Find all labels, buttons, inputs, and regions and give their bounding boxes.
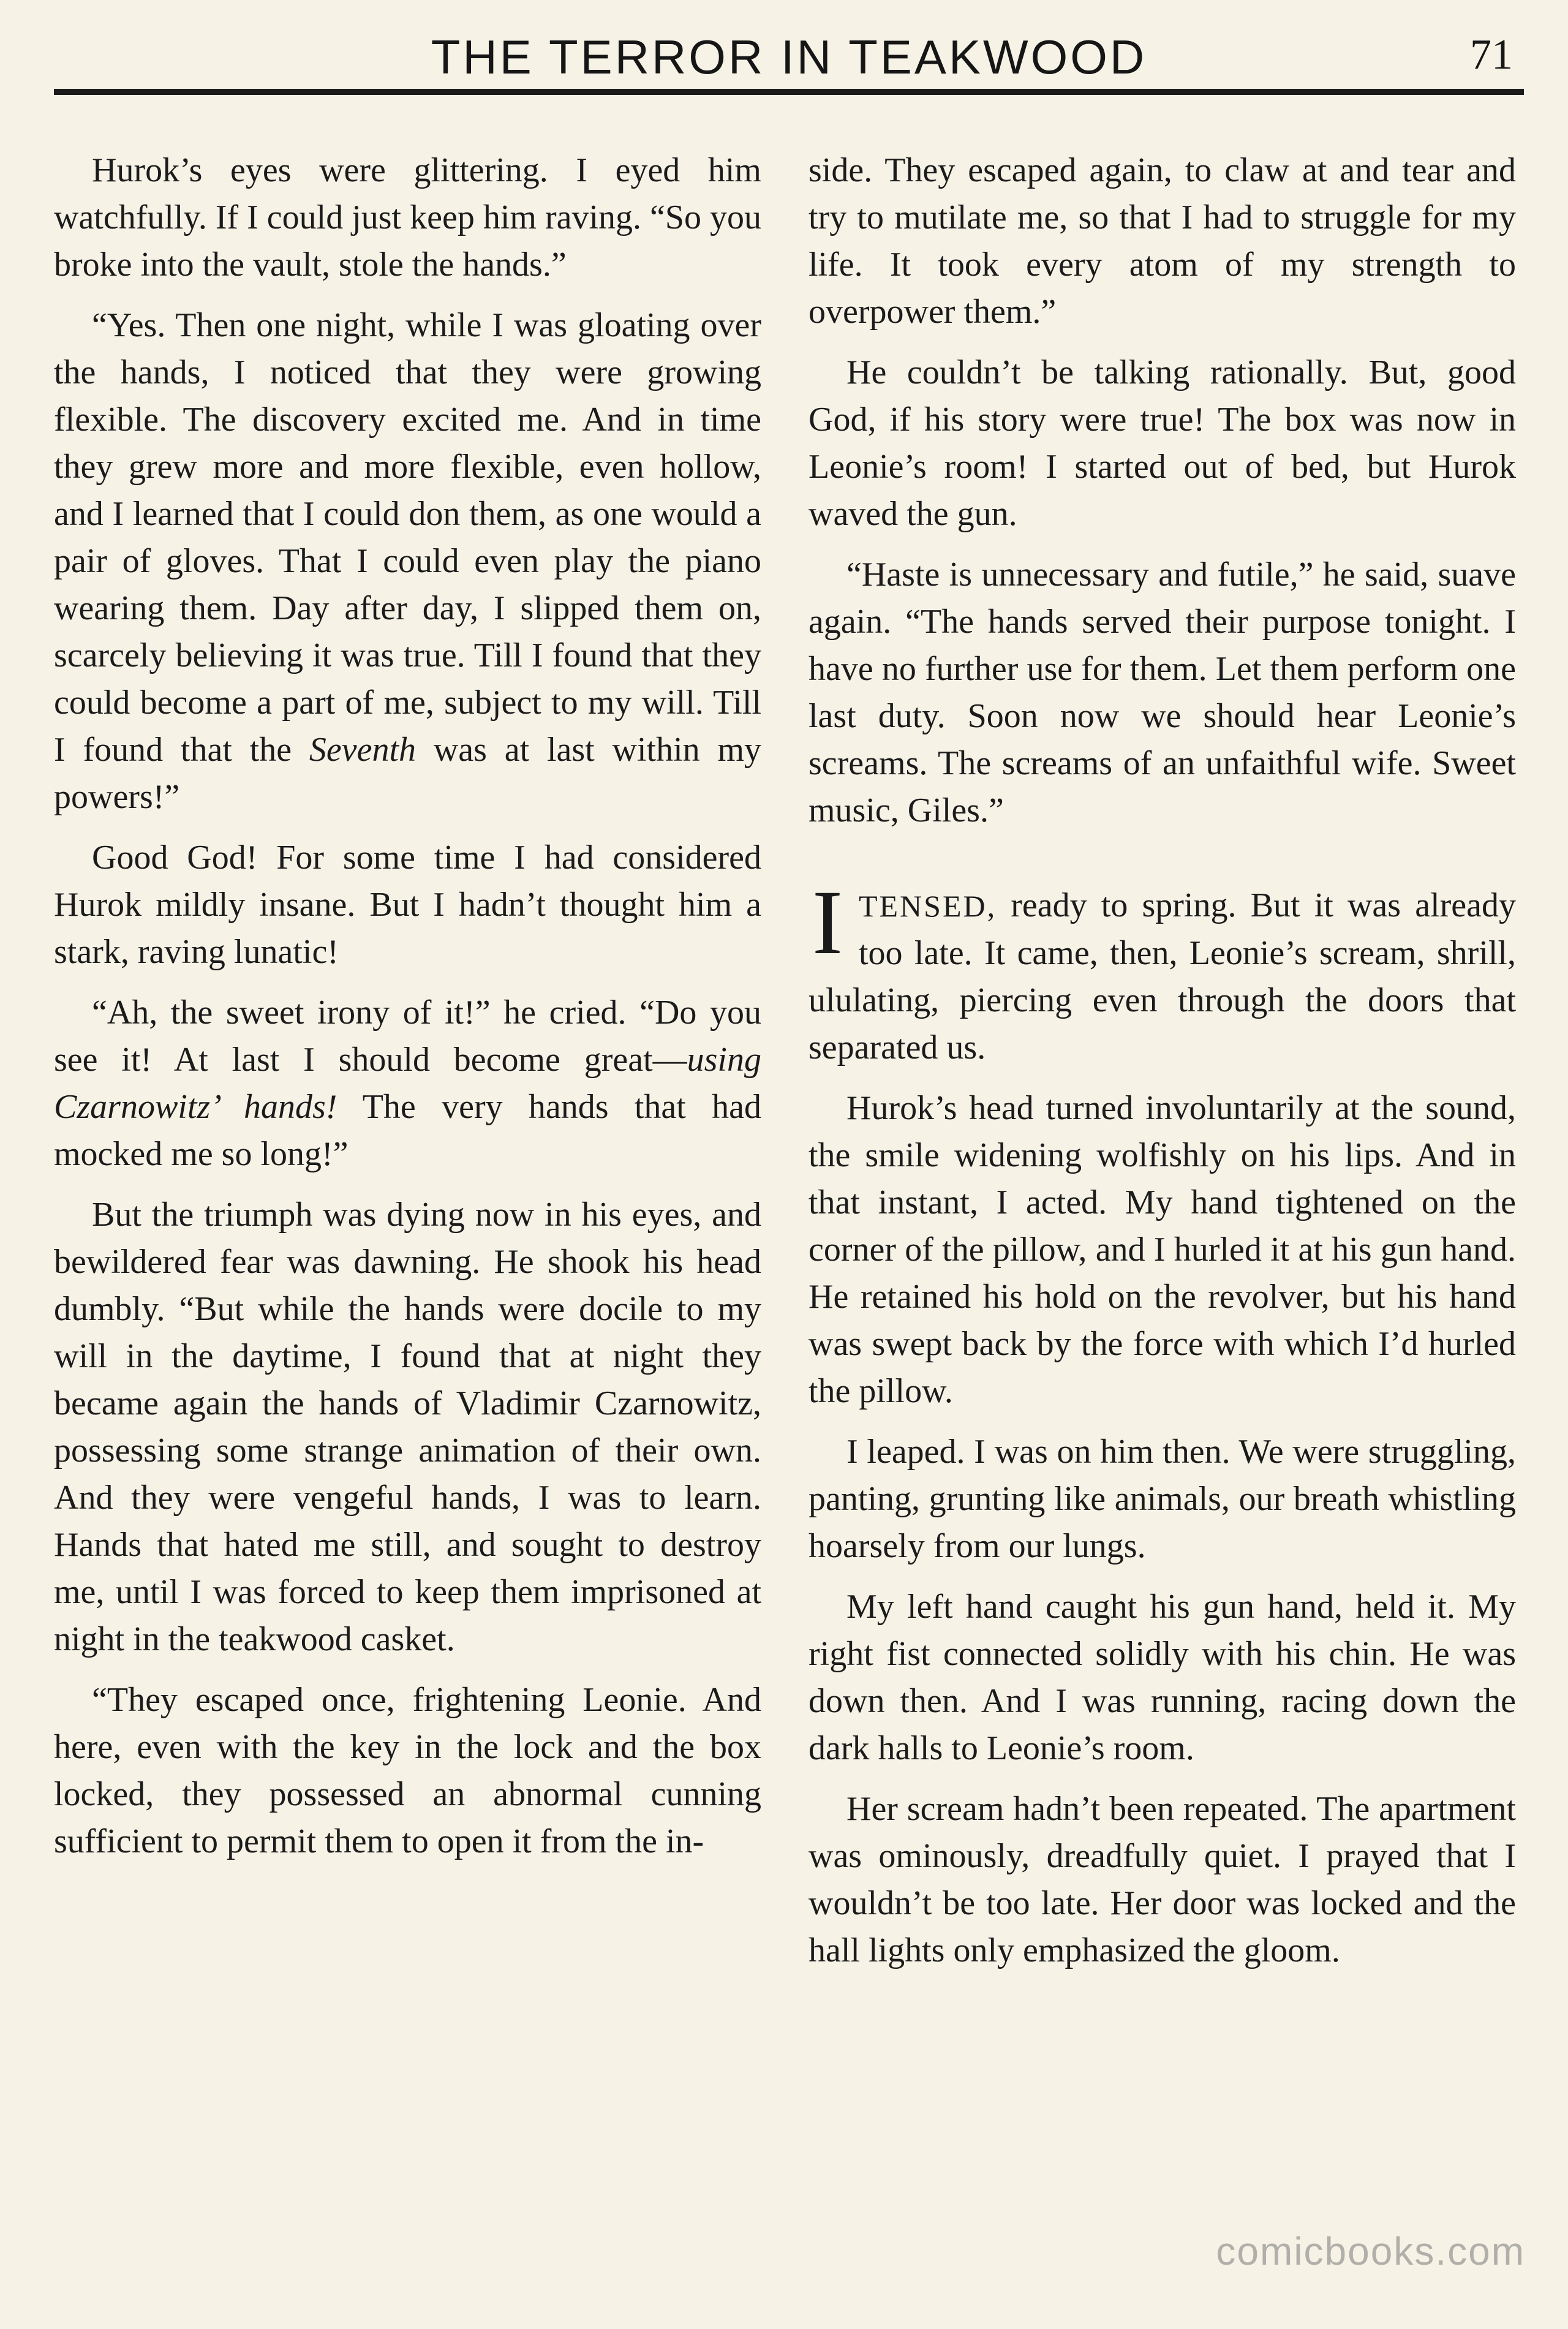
site-watermark: comicbooks.com: [1216, 2229, 1525, 2273]
paragraph: I leaped. I was on him then. We were struggling, panting, grunting like animals, our breath whistling hoarsely from our lungs.: [809, 1433, 1516, 1565]
paragraph: [54, 989, 761, 1178]
small-caps-lead: TENSED,: [858, 889, 997, 923]
paragraph-text: ready to spring. But it was already too late. It came, then, Leonie’s scream, shrill, ululating, piercing even through the doors that separated us.: [809, 886, 1516, 1066]
section-opening-paragraph: [809, 872, 1516, 1071]
paragraph: “Haste is unnecessary and futile,” he said, suave again. “The hands served their purpose tonight. I have no further use for them. Let them perform one last duty. Soon now we should hear Leonie’s screams. The screams of an unfaithful wife. Sweet music, Giles.”: [809, 556, 1516, 829]
italic-text: using Czarnowitz’ hands!: [54, 1041, 761, 1126]
paragraph: Her scream hadn’t been repeated. The apartment was ominously, dreadfully quiet. I prayed that I wouldn’t be too late. Her door was locked and the hall lights only emphasized the gloom.: [809, 1790, 1516, 1969]
paragraph-text: The very hands that had mocked me so long!”: [54, 1088, 762, 1173]
italic-text: Seventh: [309, 731, 417, 769]
paragraph: Good God! For some time I had considered Hurok mildly insane. But I hadn’t thought him a stark, raving lunatic!: [54, 839, 761, 971]
paragraph: “They escaped once, frightening Leonie. And here, even with the key in the lock and the box locked, they possessed an abnormal cunning sufficient to permit them to open it from the in-: [54, 1681, 761, 1860]
paragraph-text: “Yes. Then one night, while I was gloating over the hands, I noticed that they were growing flexible. The discovery excited me. And in time they grew more and more flexible, even hollow, and I learned that I could don them, as one would a pair of gloves. That I could even play the piano wearing them. Day after day, I slipped them on, scarcely believing it was true. Till I found that they could become a part of me, subject to my will. Till I found that the: [54, 306, 761, 769]
paragraph-text: “Ah, the sweet irony of it!” he cried. “Do you see it! At last I should become great—: [54, 994, 761, 1079]
drop-cap: I: [812, 872, 843, 973]
paragraph: But the triumph was dying now in his eyes, and bewildered fear was dawning. He shook his head dumbly. “But while the hands were docile to my will in the daytime, I found that at night they became again the hands of Vladimir Czarnowitz, possessing some strange animation of their own. And they were vengeful hands, I was to learn. Hands that hated me still, and sought to destroy me, until I was forced to keep them imprisoned at night in the teakwood casket.: [54, 1196, 761, 1658]
right-column: [809, 147, 1516, 1988]
paragraph: He couldn’t be talking rationally. But, good God, if his story were true! The box was now in Leonie’s room! I started out of bed, but Hurok waved the gun.: [809, 353, 1516, 533]
paragraph: side. They escaped again, to claw at and tear and try to mutilate me, so that I had to struggle for my life. It took every atom of my strength to overpower them.”: [809, 151, 1516, 331]
page-number: 71: [1470, 31, 1513, 78]
paragraph-text: was at last within my powers!”: [54, 731, 762, 816]
paragraph: My left hand caught his gun hand, held it. My right fist connected solidly with his chin. He was down then. And I was running, racing down the dark halls to Leonie’s room.: [809, 1588, 1516, 1767]
paragraph: [54, 302, 761, 821]
running-title: THE TERROR IN TEAKWOOD: [431, 30, 1147, 84]
running-header: [54, 25, 1524, 92]
paragraph: Hurok’s eyes were glittering. I eyed him watchfully. If I could just keep him raving. “So you broke into the vault, stole the hands.”: [54, 151, 761, 284]
header-rule: [54, 89, 1524, 95]
left-column: [54, 147, 761, 1879]
paragraph: Hurok’s head turned involuntarily at the sound, the smile widening wolfishly on his lips. And in that instant, I acted. My hand tightened on the corner of the pillow, and I hurled it at his gun hand. He retained his hold on the revolver, but his hand was swept back by the force with which I’d hurled the pillow.: [809, 1089, 1516, 1410]
